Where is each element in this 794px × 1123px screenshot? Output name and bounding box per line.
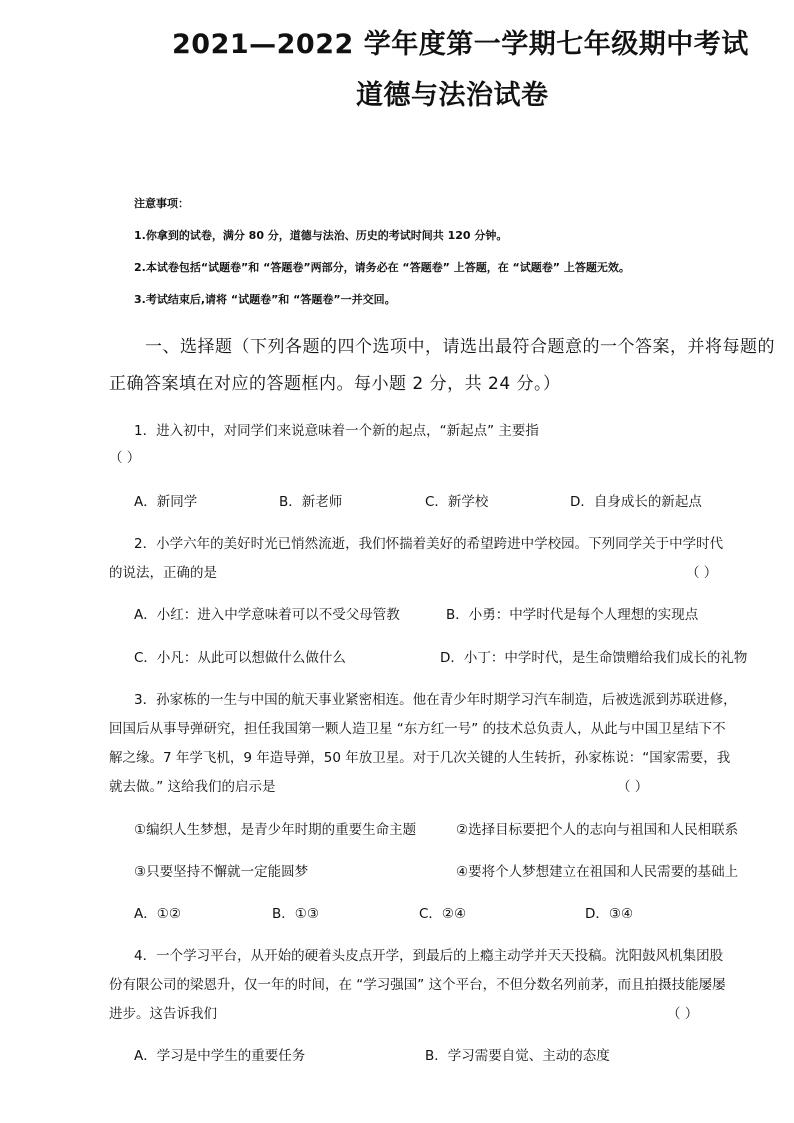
q3-stem-line2: 回国后从事导弹研究，担任我国第一颗人造卫星 “东方红一号” 的技术总负责人，从此与中国卫星结下不: [109, 721, 726, 737]
q4-answer-paren: （ ）: [667, 1006, 699, 1022]
notice-item-2: 2.本试卷包括“试题卷”和 “答题卷”两部分，请务必在 “答题卷” 上答题，在 “试题卷” 上答题无效。: [134, 261, 630, 274]
q3-option-c: C．②④: [419, 906, 467, 922]
notice-item-3: 3.考试结束后,请将 “试题卷”和 “答题卷”一并交回。: [134, 293, 396, 306]
notice-heading: 注意事项：: [134, 197, 189, 210]
q3-option-a: A．①②: [134, 906, 181, 922]
q1-answer-paren: （ ）: [109, 450, 141, 466]
q4-stem-line2: 份有限公司的梁恩升，仅一年的时间，在 “学习强国” 这个平台，不但分数名列前茅，而且拍摄技能屡屡: [109, 977, 726, 993]
page-title: 2021—2022 学年度第一学期七年级期中考试: [172, 29, 749, 60]
q3-stem-line3: 解之缘。7 年学飞机，9 年造导弹，50 年放卫星。对于几次关键的人生转折，孙家栋说：“国家需要，我: [109, 750, 731, 766]
q3-statement-2: ②选择目标要把个人的志向与祖国和人民相联系: [456, 822, 739, 838]
q2-option-c: C．小凡：从此可以想做什么做什么: [134, 650, 346, 666]
q2-option-b: B．小勇：中学时代是每个人理想的实现点: [446, 607, 699, 623]
q3-statement-4: ④要将个人梦想建立在祖国和人民需要的基础上: [456, 864, 739, 880]
q1-option-a: A．新同学: [134, 494, 198, 510]
q3-statement-3: ③只要坚持不懈就一定能圆梦: [134, 864, 309, 880]
q3-option-d: D．③④: [585, 906, 634, 922]
q1-stem: 1．进入初中，对同学们来说意味着一个新的起点，“新起点” 主要指: [134, 423, 539, 439]
notice-item-1: 1.你拿到的试卷，满分 80 分，道德与法治、历史的考试时间共 120 分钟。: [134, 229, 508, 242]
q3-option-b: B．①③: [272, 906, 319, 922]
q3-stem-line4: 就去做。” 这给我们的启示是: [109, 779, 276, 795]
q2-stem-line2: 的说法，正确的是: [109, 565, 217, 581]
q2-stem-line1: 2．小学六年的美好时光已悄然流逝，我们怀揣着美好的希望跨进中学校园。下列同学关于中学时代: [134, 536, 724, 552]
section-heading-line1: 一、选择题（下列各题的四个选项中，请选出最符合题意的一个答案，并将每题的: [145, 337, 775, 357]
q1-option-b: B．新老师: [279, 494, 343, 510]
q3-answer-paren: （ ）: [617, 779, 649, 795]
q4-option-a: A．学习是中学生的重要任务: [134, 1048, 306, 1064]
q4-stem-line3: 进步。这告诉我们: [109, 1006, 217, 1022]
q2-option-a: A．小红：进入中学意味着可以不受父母管教: [134, 607, 400, 623]
section-heading-line2: 正确答案填在对应的答题框内。每小题 2 分，共 24 分。）: [109, 374, 561, 394]
q1-option-c: C．新学校: [425, 494, 489, 510]
q4-option-b: B．学习需要自觉、主动的态度: [425, 1048, 610, 1064]
q3-stem-line1: 3．孙家栋的一生与中国的航天事业紧密相连。他在青少年时期学习汽车制造，后被选派到苏联进修，: [134, 692, 737, 708]
q3-statement-1: ①编织人生梦想，是青少年时期的重要生命主题: [134, 822, 417, 838]
q1-option-d: D．自身成长的新起点: [570, 494, 702, 510]
q4-stem-line1: 4．一个学习平台，从开始的硬着头皮点开学，到最后的上瘾主动学并天天投稿。沈阳鼓风机集团股: [134, 948, 724, 964]
q2-answer-paren: （ ）: [686, 565, 718, 581]
q2-option-d: D．小丁：中学时代，是生命馈赠给我们成长的礼物: [440, 650, 748, 666]
page-subtitle: 道德与法治试卷: [356, 80, 549, 111]
